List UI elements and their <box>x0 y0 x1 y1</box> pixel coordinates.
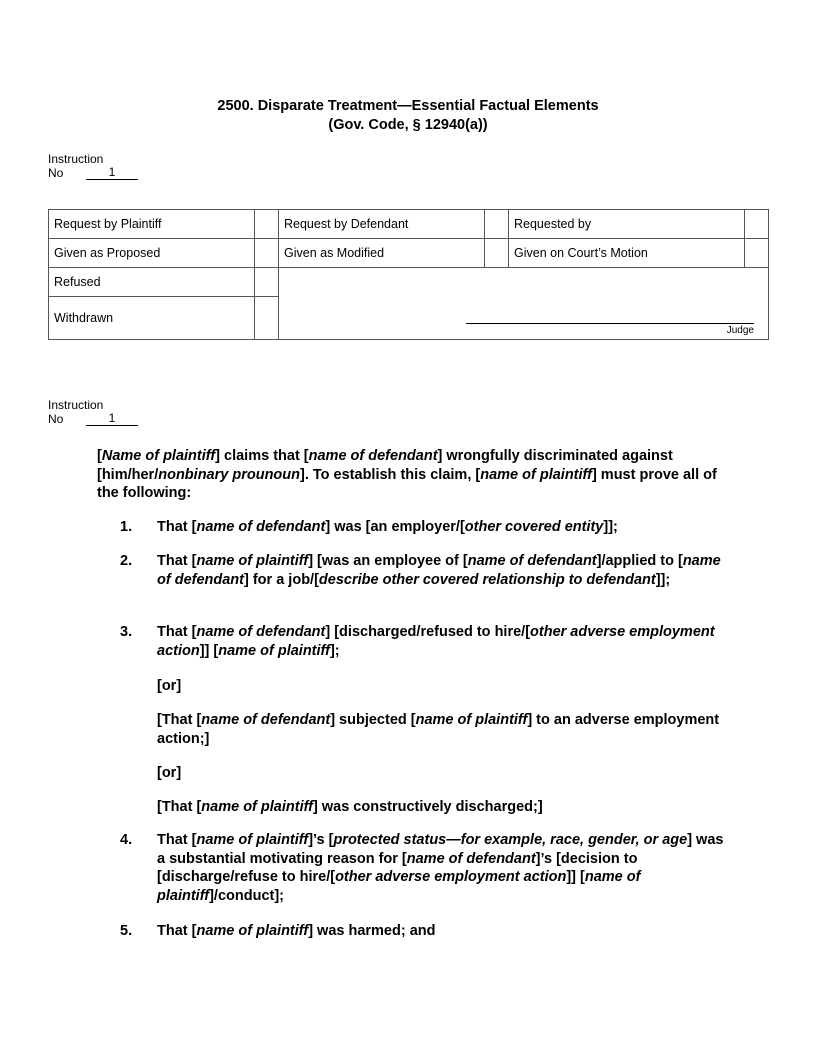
instruction-number: 1 <box>86 166 138 180</box>
request-by-plaintiff-label: Request by Plaintiff <box>49 210 255 239</box>
no-label: No <box>48 166 64 180</box>
judge-signature-line[interactable] <box>466 323 754 324</box>
no-label-2: No <box>48 412 64 426</box>
or-separator-1: [or] <box>157 678 182 694</box>
refused-checkbox[interactable] <box>255 268 279 297</box>
element-text: That [name of defendant] was [an employer/[other covered entity]]; <box>157 519 618 535</box>
alternative-constructive-discharge: [That [name of plaintiff] was constructively discharged;] <box>157 799 543 815</box>
element-item-4 <box>120 831 730 905</box>
alternative-adverse-action: [That [name of defendant] subjected [name of plaintiff] to an adverse employment action;] <box>157 712 720 747</box>
element-number: 1. <box>120 519 133 535</box>
request-by-defendant-checkbox[interactable] <box>485 210 509 239</box>
judge-signature-area <box>279 268 769 340</box>
requested-by-label: Requested by <box>509 210 745 239</box>
withdrawn-checkbox[interactable] <box>255 297 279 340</box>
title-line-1: 2500. Disparate Treatment—Essential Factual Elements <box>217 98 599 114</box>
element-item-3 <box>120 623 730 660</box>
element-text: That [name of plaintiff] was harmed; and <box>157 923 436 939</box>
given-as-proposed-checkbox[interactable] <box>255 239 279 268</box>
element-item-1 <box>120 518 730 537</box>
instruction-label-2: Instruction <box>48 398 104 412</box>
instruction-number-block-2 <box>48 398 138 426</box>
element-number: 4. <box>120 832 133 848</box>
or-separator-2: [or] <box>157 765 182 781</box>
instruction-number-block <box>48 152 138 180</box>
request-table <box>48 209 769 340</box>
instruction-number-2: 1 <box>86 412 138 426</box>
withdrawn-label: Withdrawn <box>49 297 255 340</box>
element-number: 2. <box>120 553 133 569</box>
given-as-proposed-label: Given as Proposed <box>49 239 255 268</box>
element-text: That [name of plaintiff] [was an employee of [name of defendant]/applied to [name of defendant] for a job/[describe other covered relationship to defendant]]; <box>157 553 721 588</box>
element-number: 5. <box>120 923 133 939</box>
refused-label: Refused <box>49 268 255 297</box>
element-text: That [name of defendant] [discharged/refused to hire/[other adverse employment action]] [name of plaintiff]; <box>157 624 715 659</box>
instruction-intro-paragraph: [Name of plaintiff] claims that [name of defendant] wrongfully discriminated against [him/her/nonbinary prounoun]. To establish this claim, [name of plaintiff] must prove all of the following: <box>97 448 717 501</box>
requested-by-checkbox[interactable] <box>745 210 769 239</box>
document-title <box>0 97 816 135</box>
given-as-modified-checkbox[interactable] <box>485 239 509 268</box>
element-item-2 <box>120 552 730 589</box>
request-by-plaintiff-checkbox[interactable] <box>255 210 279 239</box>
element-number: 3. <box>120 624 133 640</box>
element-text: That [name of plaintiff]’s [protected status—for example, race, gender, or age] was a substantial motivating reason for [name of defendant]’s [decision to [discharge/refuse to hire/[other adverse employment action]] [name of plaintiff]/conduct]; <box>157 832 724 904</box>
instruction-label: Instruction <box>48 152 104 166</box>
element-item-5 <box>120 922 730 941</box>
given-on-courts-motion-checkbox[interactable] <box>745 239 769 268</box>
request-by-defendant-label: Request by Defendant <box>279 210 485 239</box>
judge-label: Judge <box>726 325 754 336</box>
title-line-2: (Gov. Code, § 12940(a)) <box>328 117 488 133</box>
given-on-courts-motion-label: Given on Court’s Motion <box>509 239 745 268</box>
given-as-modified-label: Given as Modified <box>279 239 485 268</box>
